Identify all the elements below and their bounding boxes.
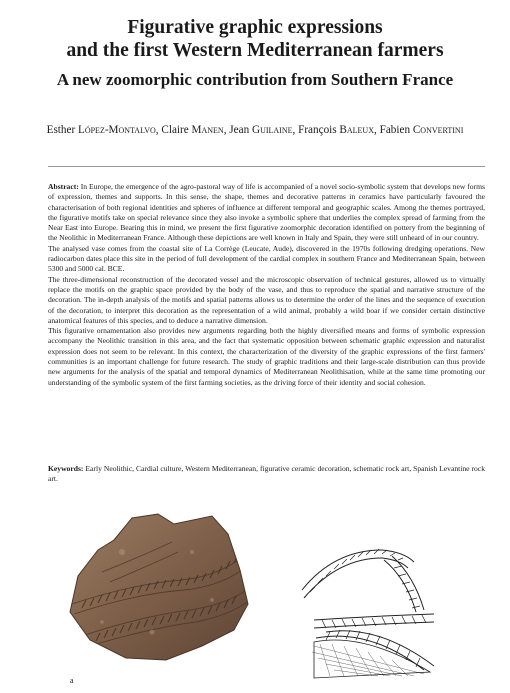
author-4-first: François [298, 124, 340, 136]
author-sep: , [155, 124, 162, 136]
author-1-last: López-Montalvo [78, 124, 156, 136]
abstract-section [48, 182, 485, 388]
keywords-text: Early Neolithic, Cardial culture, Western Mediterranean, figurative ceramic decoration, schematic rock art, Spanish Levantine rock art. [48, 464, 485, 484]
abstract-paragraph-4: This figurative ornamentation also provides new arguments regarding both the highly diversified means and forms of symbolic expression accompany the Neolithic transition in this area, and the fact that systematic opposition between schematic graphic expression and naturalist expression does not seem to be relevant. In this context, the characterization of the diversity of the graphic expressions of the first farmers' communities is an important challenge for future research. The study of graphic traditions and their large-scale distribution can thus provide new arguments for the analysis of the spatial and temporal dynamics of Mediterranean Neolithisation, while at the same time promoting our understanding of the symbolic system of the first farming societies, as the driving force of their identity and social cohesion. [48, 326, 485, 387]
author-5-last: Convertini [412, 124, 464, 136]
author-2-first: Claire [161, 124, 192, 136]
author-3-last: Guilaine [251, 124, 293, 136]
abstract-paragraph-3: The three-dimensional reconstruction of the decorated vessel and the microscopic observation of technical gestures, allowed us to virtually replace the motifs on the graphic space provided by the body of the vase, and thus to reproduce the spatial and narrative structure of the decoration. The in-depth analysis of the motifs and spatial patterns allows us to determine the order of the lines and the sequence of execution of the decoration, to interpret this decoration as the representation of a wild animal, probably a wild boar if we consider certain distinctive anatomical features of this species, and to deduce a narrative dimension. [48, 274, 485, 325]
title-line-2: and the first Western Mediterranean farmers [66, 40, 444, 61]
author-sep: , [223, 124, 230, 136]
keywords-label: Keywords: [48, 464, 84, 473]
abstract-paragraph-2: The analysed vase comes from the coastal site of La Corrège (Leucate, Aude), discovered in the 1970s following dredging operations. New radiocarbon dates place this site in the period of full development of the cardial complex in southern France and Mediterranean Spain, between 5300 and 5000 cal. BCE. [48, 243, 485, 274]
sherd-photo [62, 512, 262, 662]
abstract-label: Abstract: [48, 182, 79, 191]
title-line-1: Figurative graphic expressions [127, 17, 383, 38]
author-sep: , [374, 124, 380, 136]
header-divider [48, 166, 485, 167]
sherd-body [70, 514, 248, 660]
author-5-first: Fabien [379, 124, 413, 136]
author-2-last: Manen [191, 124, 224, 136]
paper-title [0, 16, 510, 62]
motif-drawing [274, 520, 454, 680]
author-3-first: Jean [229, 124, 252, 136]
author-4-last: Baleux [339, 124, 374, 136]
paper-subtitle: A new zoomorphic contribution from Southern France [56, 70, 454, 89]
abstract-text-1: In Europe, the emergence of the agro-pastoral way of life is accompanied of a novel socio-symbolic system that develops new forms of expression, themes and supports. In this sense, the shape, themes and decorative patterns in ceramics have particularly favoured the characterisation of both regional identities and spheres of influence at different temporal and geographic scales. Among the themes portrayed, the figurative motifs take on special relevance since they also invoke a symbolic sphere that underlies the complex spread of farming from the Near East into Europe. Bearing this in mind, we present the first figurative zoomorphic decoration identified on pottery from the beginning of the Neolithic in Mediterranean France. Although these depictions are well known in Italy and Spain, they were still unheard of in our country. [48, 182, 485, 243]
keywords-section [48, 464, 485, 485]
figure-label-a: a [70, 676, 74, 685]
author-1-first: Esther [46, 124, 78, 136]
abstract-paragraph-1 [48, 182, 485, 244]
author-sep: , [292, 124, 299, 136]
author-list [0, 123, 510, 137]
